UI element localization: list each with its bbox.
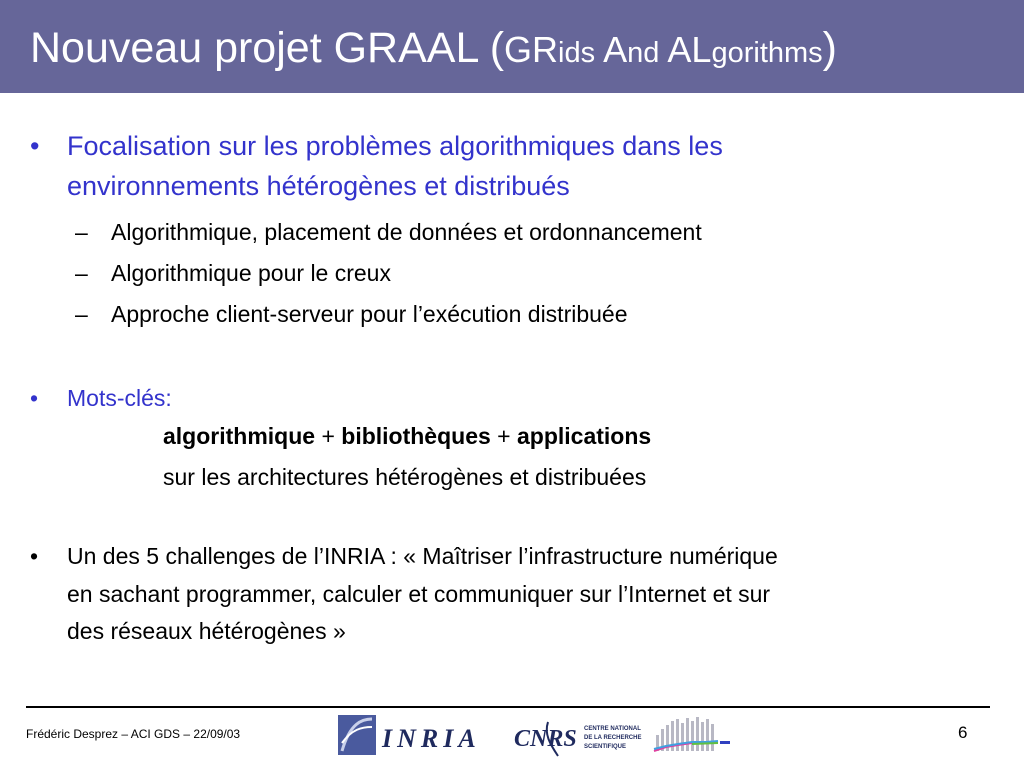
bullet-marker: •	[30, 131, 40, 161]
inria-logo	[336, 713, 488, 759]
keywords-line: algorithmique + bibliothèques + applications	[163, 423, 652, 449]
sub-bullet-marker: –	[75, 260, 88, 286]
keyword-applications: applications	[517, 423, 652, 449]
svg-text:DE LA RECHERCHE: DE LA RECHERCHE	[584, 735, 642, 741]
sub-bullet-1-text: Algorithmique, placement de données et ordonnancement	[111, 219, 702, 245]
slide-title: Nouveau projet GRAAL (GRids And ALgorithms)	[30, 24, 837, 72]
keywords-line-2: sur les architectures hétérogènes et distribuées	[163, 464, 647, 490]
title-bar	[0, 0, 1024, 93]
svg-text:CENTRE NATIONAL: CENTRE NATIONAL	[584, 726, 641, 732]
svg-text:SCIENTIFIQUE: SCIENTIFIQUE	[584, 744, 627, 750]
bullet-3-line-3: des réseaux hétérogènes »	[67, 618, 346, 644]
svg-text:INRIA: INRIA	[382, 724, 481, 753]
bullet-3-line-1: Un des 5 challenges de l’INRIA : « Maîtriser l’infrastructure numérique	[67, 543, 778, 569]
bullet-1-line-1: Focalisation sur les problèmes algorithmiques dans les	[67, 131, 723, 161]
footer-author-date: Frédéric Desprez – ACI GDS – 22/09/03	[26, 727, 241, 741]
bullet-2-label: Mots-clés:	[67, 385, 172, 411]
sub-bullet-3-text: Approche client-serveur pour l’exécution distribuée	[111, 301, 628, 327]
keyword-bibliotheques: bibliothèques	[341, 423, 491, 449]
svg-text:CNRS: CNRS	[514, 726, 577, 752]
bullet-marker: •	[30, 543, 39, 569]
bullet-marker: •	[30, 385, 39, 411]
grid-bars-logo	[652, 715, 734, 755]
cnrs-logo	[514, 716, 642, 762]
sub-bullet-marker: –	[75, 301, 88, 327]
footer-divider	[26, 706, 990, 708]
bullet-1-line-2: environnements hétérogènes et distribués	[67, 171, 570, 201]
keyword-algorithmique: algorithmique	[163, 423, 316, 449]
page-number: 6	[958, 723, 968, 742]
sub-bullet-2-text: Algorithmique pour le creux	[111, 260, 391, 286]
bullet-3-line-2: en sachant programmer, calculer et communiquer sur l’Internet et sur	[67, 581, 771, 607]
sub-bullet-marker: –	[75, 219, 88, 245]
